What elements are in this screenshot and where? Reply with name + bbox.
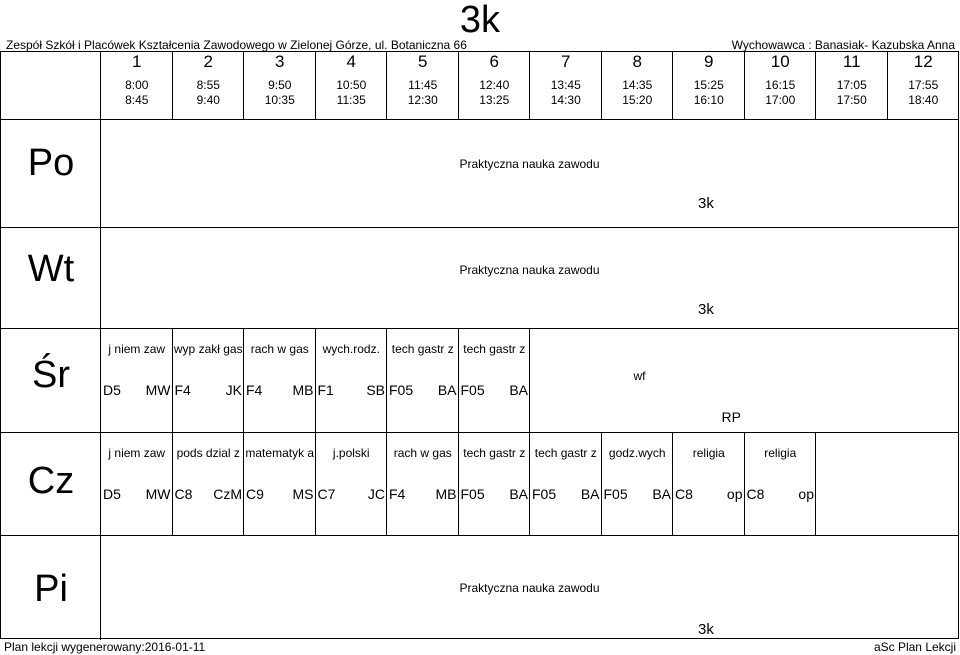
lesson-subject: religia <box>692 446 725 460</box>
day-thu: Cz <box>27 460 75 502</box>
lesson-room: C8 <box>746 486 765 502</box>
app-name: aSc Plan Lekcji <box>873 640 956 654</box>
lesson-subject: rach w gas <box>393 446 452 460</box>
lesson-room: F05 <box>389 382 414 398</box>
lesson-teacher: BA <box>437 382 457 398</box>
lesson-subject: j niem zaw <box>108 446 166 460</box>
lesson-room: C7 <box>317 486 336 502</box>
class-label-tue: 3k <box>698 301 714 318</box>
school-name: Zespół Szkół i Placówek Kształcenia Zawodowego w Zielonej Górze, ul. Botaniczna 66 <box>6 38 467 52</box>
divider <box>243 52 244 119</box>
lesson-subject: tech gastr z <box>534 446 597 460</box>
period-time <box>745 78 817 108</box>
period-end: 13:25 <box>479 93 510 107</box>
lesson-subject: tech gastr z <box>463 446 526 460</box>
lesson-teacher: MB <box>435 486 457 502</box>
lesson-room: F4 <box>174 382 191 398</box>
period-end: 9:40 <box>196 93 220 107</box>
lesson-subject: wyp zakł gas <box>173 342 243 356</box>
lesson-block-fri: Praktyczna nauka zawodu <box>459 581 600 595</box>
period-time <box>816 78 888 108</box>
period-start: 8:55 <box>196 78 220 92</box>
lesson-room: C8 <box>675 486 693 502</box>
period-start: 15:25 <box>693 78 724 92</box>
period-time <box>888 78 960 108</box>
period-number: 7 <box>561 52 571 71</box>
period-number: 5 <box>418 52 428 71</box>
period-start: 17:55 <box>908 78 939 92</box>
lesson-subject: pods dzial z <box>176 446 240 460</box>
period-end: 17:50 <box>836 93 867 107</box>
lesson-teacher: JK <box>225 382 242 398</box>
lesson-block-mon: Praktyczna nauka zawodu <box>459 157 600 171</box>
divider <box>1 119 958 120</box>
lesson-room: F05 <box>460 486 485 502</box>
period-number: 2 <box>203 52 213 71</box>
lesson-subject: j.polski <box>332 446 370 460</box>
divider <box>529 329 530 432</box>
period-time <box>602 78 674 108</box>
day-tue: Wt <box>27 248 75 290</box>
period-end: 15:20 <box>622 93 653 107</box>
lesson-teacher: MS <box>292 486 314 502</box>
lesson-subject: godz.wych <box>608 446 666 460</box>
lesson-room: F4 <box>389 486 406 502</box>
period-end: 14:30 <box>550 93 581 107</box>
period-number: 8 <box>632 52 642 71</box>
class-label-fri: 3k <box>698 621 714 638</box>
divider <box>744 52 745 119</box>
divider <box>386 52 387 119</box>
period-number: 4 <box>346 52 356 71</box>
divider <box>529 52 530 119</box>
lesson-room: D5 <box>103 382 121 398</box>
divider <box>887 52 888 119</box>
period-time <box>459 78 531 108</box>
lesson-teacher: CzM <box>213 486 242 502</box>
page-title: 3k <box>459 0 501 41</box>
class-label-mon: 3k <box>698 195 714 212</box>
period-end: 11:35 <box>336 93 366 107</box>
lesson-teacher: BA <box>652 486 671 502</box>
lesson-block-tue: Praktyczna nauka zawodu <box>459 263 600 277</box>
lesson-teacher: MW <box>145 382 171 398</box>
divider <box>815 433 816 536</box>
day-mon: Po <box>27 142 75 184</box>
lesson-teacher: BA <box>509 486 528 502</box>
period-start: 17:05 <box>836 78 867 92</box>
period-start: 8:00 <box>125 78 149 92</box>
period-time <box>173 78 245 108</box>
lesson-teacher: BA <box>580 486 600 502</box>
period-number: 11 <box>842 52 861 71</box>
period-time <box>530 78 602 108</box>
divider <box>315 52 316 119</box>
divider <box>672 52 673 119</box>
lesson-subject: wych.rodz. <box>322 342 380 356</box>
lesson-teacher: SB <box>366 382 385 398</box>
timetable-grid <box>0 51 959 639</box>
period-start: 10:50 <box>336 78 367 92</box>
lesson-room: F05 <box>603 486 628 502</box>
day-wed: Śr <box>32 354 70 396</box>
period-start: 13:45 <box>550 78 581 92</box>
class-teacher: Wychowawca : Banasiak- Kazubska Anna <box>731 38 955 52</box>
period-end: 12:30 <box>407 93 438 107</box>
period-end: 16:10 <box>693 93 724 107</box>
divider <box>172 52 173 119</box>
lesson-teacher: op <box>798 486 814 502</box>
period-end: 18:40 <box>908 93 939 107</box>
lesson-teacher: BA <box>509 382 528 398</box>
lesson-subject: matematyk a <box>245 446 315 460</box>
period-number: 12 <box>913 52 933 71</box>
lesson-room: C8 <box>174 486 193 502</box>
period-start: 12:40 <box>479 78 510 92</box>
lesson-room: F4 <box>246 382 263 398</box>
lesson-teacher: MW <box>145 486 171 502</box>
period-start: 16:15 <box>765 78 796 92</box>
period-number: 10 <box>770 52 790 71</box>
period-start: 14:35 <box>622 78 653 92</box>
divider <box>458 52 459 119</box>
divider <box>815 52 816 119</box>
teacher-wf: RP <box>721 409 741 425</box>
day-fri: Pi <box>34 568 68 610</box>
period-end: 10:35 <box>264 93 295 107</box>
period-time <box>101 78 173 108</box>
divider <box>1 227 958 228</box>
period-number: 6 <box>489 52 499 71</box>
lesson-teacher: op <box>726 486 743 502</box>
period-number: 1 <box>132 52 142 71</box>
lesson-room: F05 <box>460 382 485 398</box>
generated-date: Plan lekcji wygenerowany:2016-01-11 <box>4 640 206 654</box>
lesson-room: D5 <box>103 486 121 502</box>
lesson-subject: religia <box>764 446 797 460</box>
period-time <box>316 78 388 108</box>
period-start: 11:45 <box>408 78 438 92</box>
period-end: 17:00 <box>765 93 796 107</box>
period-number: 9 <box>704 52 714 71</box>
divider <box>601 52 602 119</box>
period-number: 3 <box>275 52 285 71</box>
lesson-subject: rach w gas <box>250 342 309 356</box>
lesson-subject: tech gastr z <box>391 342 454 356</box>
lesson-room: C9 <box>246 486 264 502</box>
lesson-room: F1 <box>317 382 334 398</box>
lesson-subject: tech gastr z <box>463 342 526 356</box>
lesson-subject: j niem zaw <box>108 342 166 356</box>
lesson-teacher: MB <box>292 382 314 398</box>
period-start: 9:50 <box>268 78 292 92</box>
period-end: 8:45 <box>125 93 149 107</box>
period-time <box>387 78 459 108</box>
lesson-wf: wf <box>633 369 646 383</box>
period-time <box>673 78 745 108</box>
lesson-room: F05 <box>532 486 557 502</box>
period-time <box>244 78 316 108</box>
lesson-teacher: JC <box>367 486 385 502</box>
divider <box>1 328 958 329</box>
